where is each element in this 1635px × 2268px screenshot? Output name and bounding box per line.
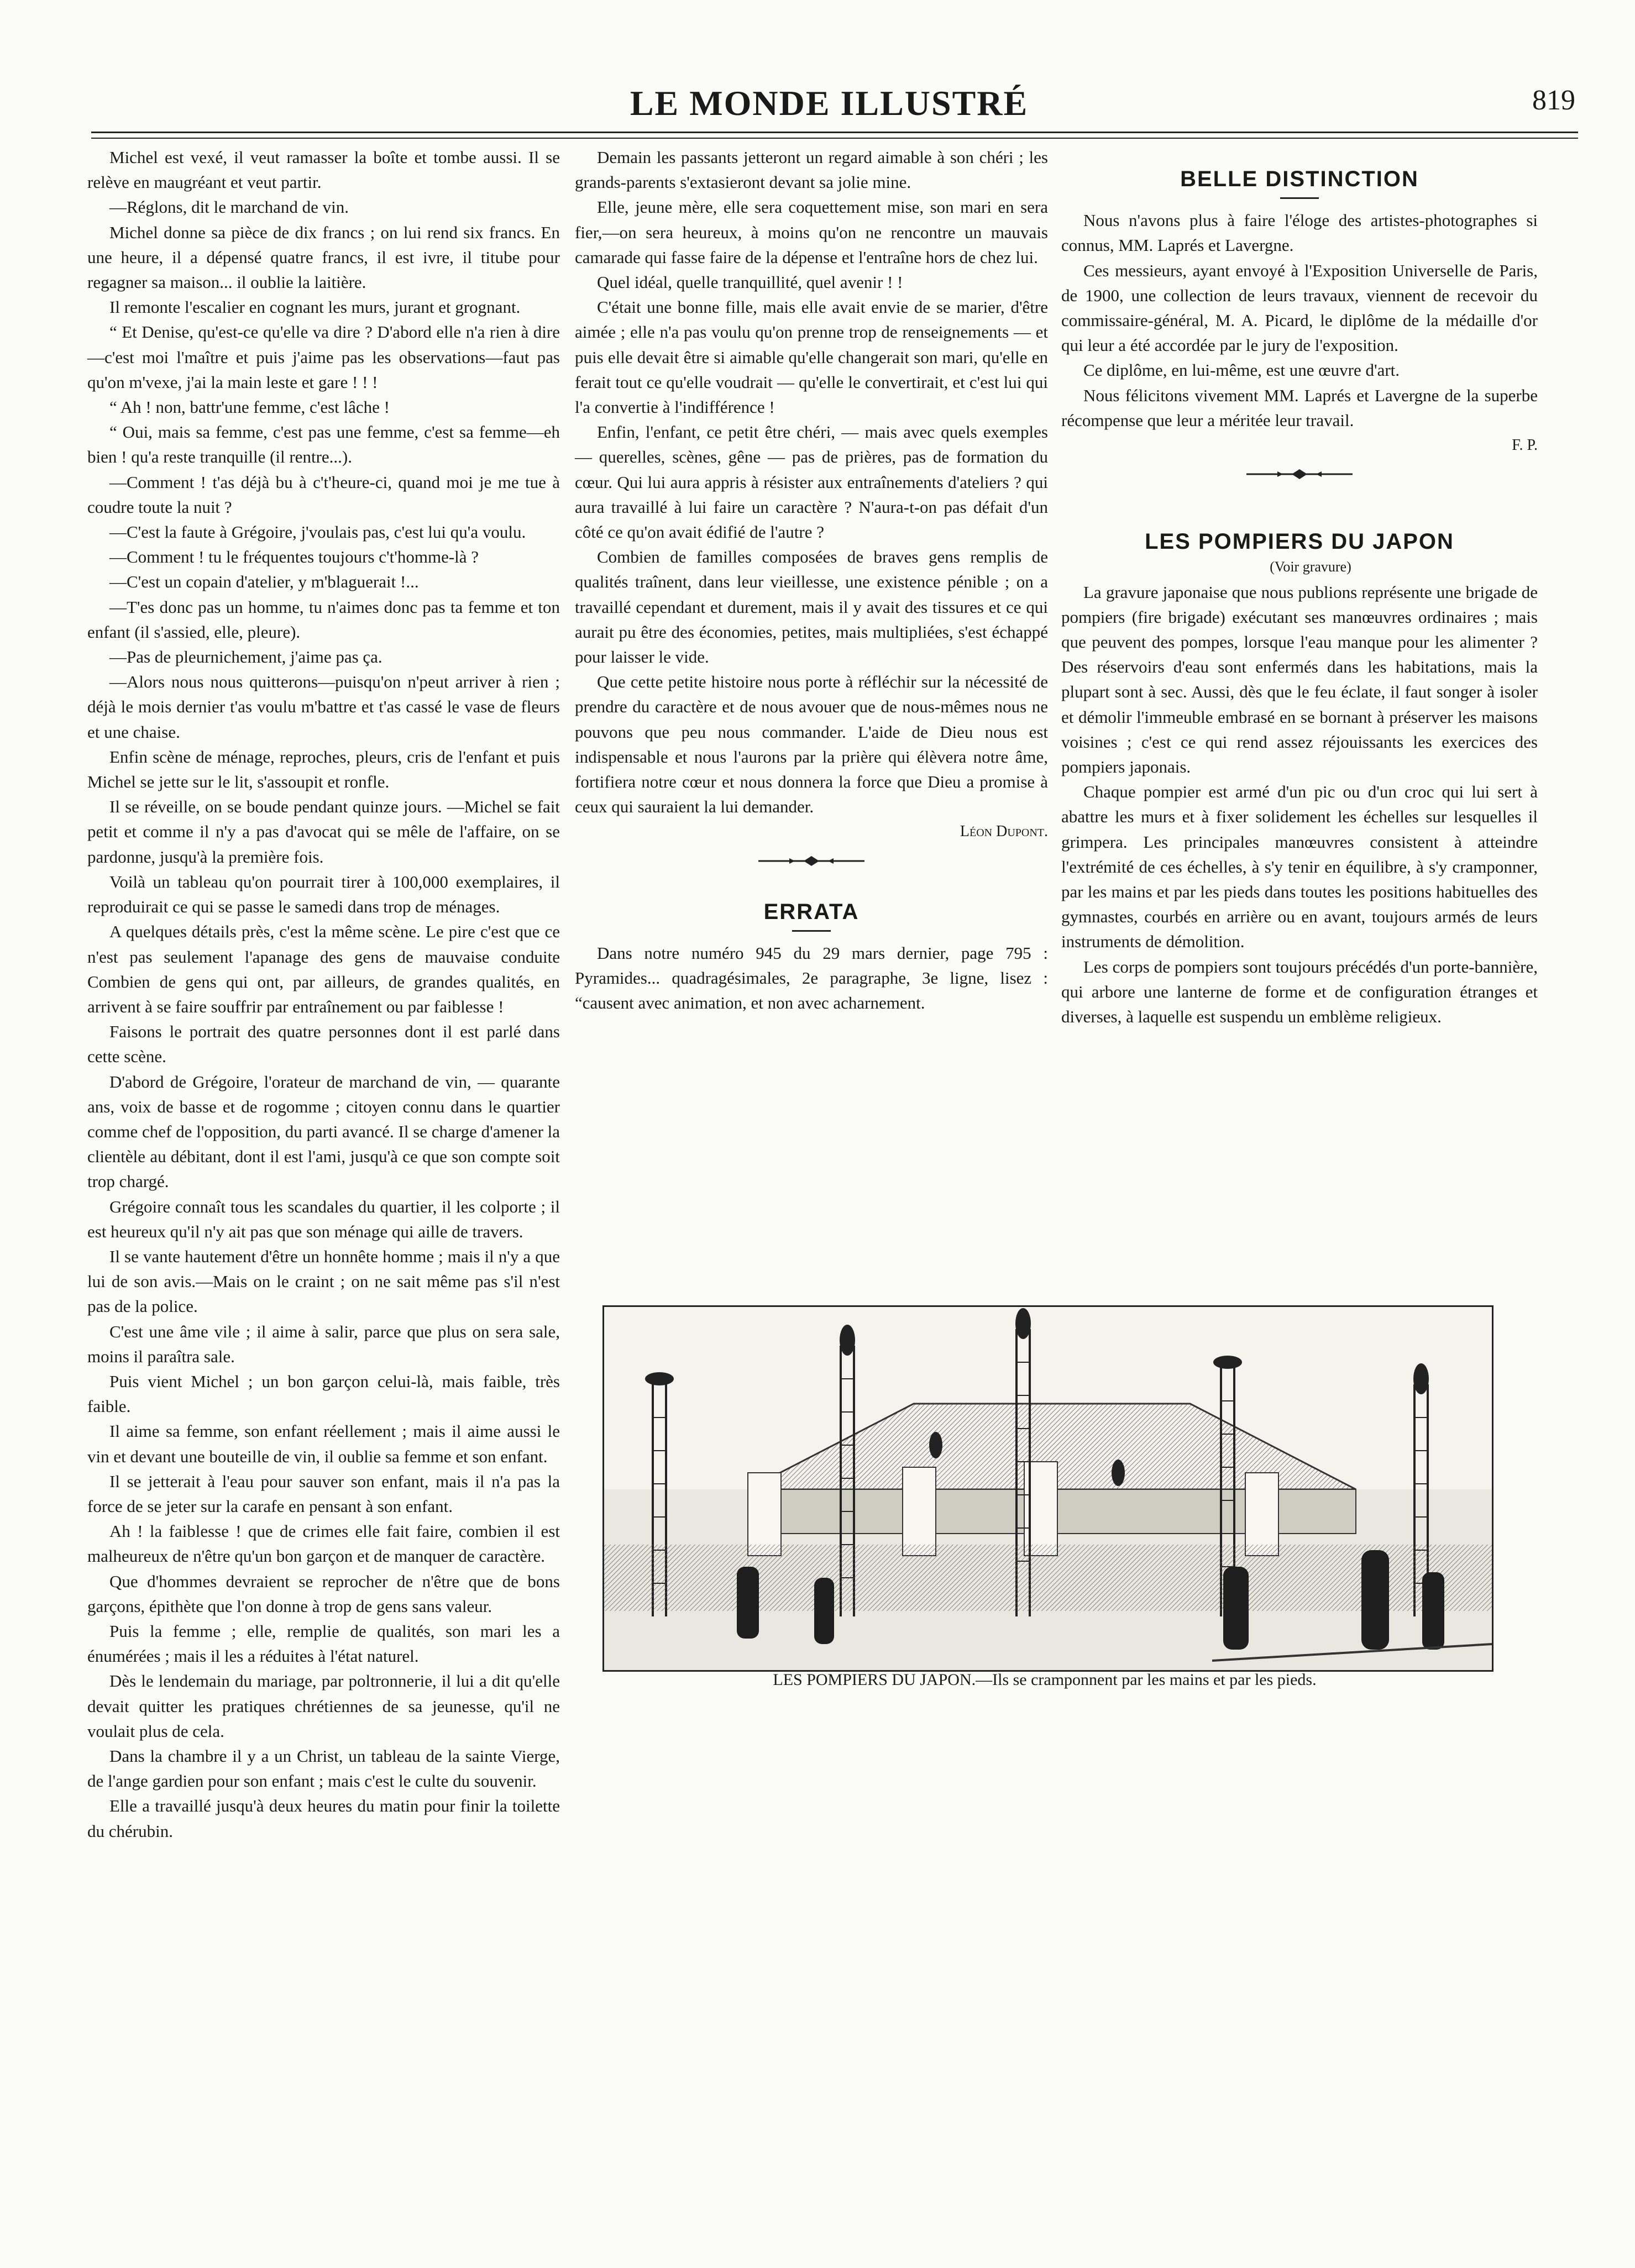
paragraph: —Comment ! tu le fréquentes toujours c't'homme-là ? <box>109 547 479 567</box>
paragraph: Chaque pompier est armé d'un pic ou d'un croc qui lui sert à abattre les murs et à fixer solidement les échelles sur lesquelles il grimpera. Les principales manœuvres consistent à atteindre l'extrémité de ces échelles, à s'y tenir en équilibre, à s'y cramponner, par les mains et par les pieds dans toutes les positions habituelles des gymnastes, courbés en arrière ou en avant, toujours armés de leurs instruments de démolition. <box>1061 782 1538 952</box>
banner <box>903 1467 936 1556</box>
paragraph: Que cette petite histoire nous porte à réfléchir sur la nécessité de prendre du caractère et de nous avouer que de nous-mêmes nous ne pouvons que peu nous commander. L'aide de Dieu nous est indispensable et nous l'aurons par la prière qui élèvera notre âme, fortifiera notre cœur et nous donnera la force que Dieu a promise à ceux qui sauraient la lui demander. <box>575 672 1048 817</box>
paragraph: Enfin, l'enfant, ce petit être chéri, — mais avec quels exemples — querelles, scènes, gêne — pas de prières, pas de formation du cœur. Qui lui aura appris à résister aux entraînements d'ateliers ? qui aura travaillé à lui faire un caractère ? N'aura-t-on pas défait d'un côté ce qu'on avait édifié de l'autre ? <box>575 422 1048 542</box>
paragraph: Michel est vexé, il veut ramasser la boîte et tombe aussi. Il se relève en maugréant et veut partir. <box>87 148 560 192</box>
paragraph: Dès le lendemain du mariage, par poltronnerie, il lui a dit qu'elle devait quitter les pratiques chrétiennes de sa jeunesse, qu'il ne voulait plus de cela. <box>87 1671 560 1741</box>
pompiers-title: LES POMPIERS DU JAPON <box>1145 529 1454 554</box>
errata-title: ERRATA <box>763 899 860 924</box>
paragraph: Ces messieurs, ayant envoyé à l'Exposition Universelle de Paris, de 1900, une collection de leurs travaux, viennent de recevoir du commissaire-général, M. A. Picard, le diplôme de la médaille d'or qui leur a été accordée par le jury de l'exposition. <box>1061 260 1538 355</box>
paragraph: Quel idéal, quelle tranquillité, quel avenir ! ! <box>597 272 903 292</box>
paragraph: Voilà un tableau qu'on pourrait tirer à 100,000 exemplaires, il reproduirait ce qui se passe le samedi dans trop de ménages. <box>87 872 560 917</box>
banner <box>748 1473 781 1556</box>
masthead <box>83 83 1575 127</box>
paragraph: D'abord de Grégoire, l'orateur de marchand de vin, — quarante ans, voix de basse et de rogomme ; citoyen connu dans le quartier comme chef de l'opposition, du parti avancé. Il se charge d'amener la clientèle au débitant, dont il est l'ami, jusqu'à ce que son compte soit trop chargé. <box>87 1072 560 1191</box>
paragraph: Nous n'avons plus à faire l'éloge des artistes-photographes si connus, MM. Laprés et Lavergne. <box>1061 211 1538 255</box>
illustration-caption: LES POMPIERS DU JAPON.—Ils se cramponnent par les mains et par les pieds. <box>773 1671 1317 1689</box>
pompiers-subtitle: (Voir gravure) <box>1270 559 1351 575</box>
column-3 <box>1061 145 1538 1029</box>
article-signature: F. P. <box>1512 437 1538 454</box>
article-signature: Léon Dupont. <box>960 823 1048 841</box>
paragraph: —C'est la faute à Grégoire, j'voulais pas, c'est lui qu'a voulu. <box>109 522 526 542</box>
paragraph: Que d'hommes devraient se reprocher de n'être que de bons garçons, épithète que l'on donne à trop de gens sans valeur. <box>87 1571 560 1616</box>
paragraph: “ Ah ! non, battr'une femme, c'est lâche ! <box>109 397 390 417</box>
paragraph: Il se réveille, on se boude pendant quinze jours. —Michel se fait petit et comme il n'y a pas d'avocat qui se mêle de l'affaire, on se pardonne, jusqu'à la première fois. <box>87 797 560 867</box>
paragraph: Elle, jeune mère, elle sera coquettement mise, son mari en sera fier,—on sera heureux, à moins qu'on ne rencontre un mauvais camarade qui fasse faire de la dépense et l'entraîne hors de chez lui. <box>575 197 1048 267</box>
paragraph: Les corps de pompiers sont toujours précédés d'un porte-bannière, qui arbore une lanterne de forme et de configuration étranges et diverses, à laquelle est suspendu un emblème religieux. <box>1061 957 1538 1027</box>
title-rule <box>792 930 831 932</box>
paragraph: Enfin scène de ménage, reproches, pleurs, cris de l'enfant et puis Michel se jette sur le lit, s'assoupit et ronfle. <box>87 747 560 792</box>
paragraph: Dans la chambre il y a un Christ, un tableau de la sainte Vierge, de l'ange gardien pour son enfant ; mais c'est le culte du souvenir. <box>87 1746 560 1791</box>
paragraph: Grégoire connaît tous les scandales du quartier, il les colporte ; il est heureux qu'il n'y ait pas que son ménage qui aille de travers. <box>87 1196 560 1241</box>
paragraph: Il se vante hautement d'être un honnête homme ; mais il n'y a que lui de son avis.—Mais on le craint ; on ne sait même pas s'il n'est pas de la police. <box>87 1246 560 1316</box>
title-rule <box>1280 197 1319 199</box>
paragraph: Combien de familles composées de braves gens remplis de qualités traînent, dans leur vieillesse, une existence pénible ; on a travaillé cependant et durement, mais il y avait des tissures et ce qui aurait pu être des économies, petites, mais multipliées, s'est échappé pour laisser le vide. <box>575 547 1048 667</box>
column-2 <box>575 145 1048 1016</box>
paragraph: Il aime sa femme, son enfant réellement ; mais il aime aussi le vin et devant une bouteille de vin, il oublie sa femme et son enfant. <box>87 1421 560 1466</box>
paragraph: —Comment ! t'as déjà bu à c't'heure-ci, quand moi je me tue à coudre toute la nuit ? <box>87 472 560 517</box>
paragraph: Il remonte l'escalier en cognant les murs, jurant et grognant. <box>109 297 521 317</box>
paragraph: —Pas de pleurnichement, j'aime pas ça. <box>109 647 382 667</box>
ornament-separator-icon <box>756 854 867 868</box>
paragraph: Puis vient Michel ; un bon garçon celui-là, mais faible, très faible. <box>87 1371 560 1416</box>
paragraph: Puis la femme ; elle, remplie de qualités, son mari les a énumérées ; mais il les a réduites à l'état naturel. <box>87 1621 560 1666</box>
page-number: 819 <box>1532 85 1575 116</box>
paragraph: Elle a travaillé jusqu'à deux heures du matin pour finir la toilette du chérubin. <box>87 1796 560 1841</box>
paragraph: C'était une bonne fille, mais elle avait envie de se marier, d'être aimée ; elle n'a pas voulu qu'on prenne trop de renseignements — et puis elle devait être si aimable qu'elle changerait son mari, qu'elle en ferait tout ce qu'elle voudrait — qu'elle le convertirait, et c'est lui qui l'a convertie à l'indifférence ! <box>575 297 1048 417</box>
paragraph: —Réglons, dit le marchand de vin. <box>109 197 349 217</box>
paragraph: Faisons le portrait des quatre personnes dont il est parlé dans cette scène. <box>87 1022 560 1067</box>
paragraph: —C'est un copain d'atelier, y m'blaguerait !... <box>109 572 419 592</box>
paragraph: “ Oui, mais sa femme, c'est pas une femme, c'est sa femme—eh bien ! qu'a reste tranquille (il rentre...). <box>87 422 560 467</box>
column-1 <box>87 145 560 1844</box>
fire-brigade-engraving <box>602 1305 1493 1672</box>
paragraph: Nous félicitons vivement MM. Laprés et Lavergne de la superbe récompense que leur a méritée leur travail. <box>1061 385 1538 430</box>
paragraph: La gravure japonaise que nous publions représente une brigade de pompiers (fire brigade) exécutant ses manœuvres ordinaires ; mais que peuvent des pompes, lorsque l'eau manque pour les alimenter ? Des réservoirs d'eau sont enfermés dans les habitations, mais la plupart sont à sec. Aussi, dès que le feu éclate, il faut songer à isoler et démolir l'immeuble embrasé en se bornant à préserver les maisons voisines ; c'est ce qui rend assez réjouissants les exercices des pompiers japonais. <box>1061 582 1538 777</box>
paragraph: Il se jetterait à l'eau pour sauver son enfant, mais il n'a pas la force de se jeter sur la carafe en pensant à son enfant. <box>87 1471 560 1516</box>
paragraph: Demain les passants jetteront un regard aimable à son chéri ; les grands-parents s'extasieront devant sa jolie mine. <box>575 148 1048 192</box>
newspaper-title: LE MONDE ILLUSTRÉ <box>630 83 1029 123</box>
errata-text: Dans notre numéro 945 du 29 mars dernier, page 795 : Pyramides... quadragésimales, 2e paragraphe, 3e ligne, lisez : “causent avec animation, et non avec acharnement. <box>575 943 1048 1013</box>
paragraph: Ce diplôme, en lui-même, est une œuvre d'art. <box>1083 360 1400 380</box>
ornament-separator-icon <box>1244 468 1355 481</box>
paragraph: C'est une âme vile ; il aime à salir, parce que plus on sera sale, moins il paraîtra sale. <box>87 1321 560 1366</box>
banner <box>1245 1473 1278 1556</box>
paragraph: Michel donne sa pièce de dix francs ; on lui rend six francs. En une heure, il a dépensé quatre francs, il est ivre, il titube pour regagner sa maison... il oublie la laitière. <box>87 222 560 292</box>
paragraph: A quelques détails près, c'est la même scène. Le pire c'est que ce n'est pas seulement l'apanage des gens de mauvaise conduite Combien de gens qui ont, par ailleurs, de grandes qualités, en arrivent à se faire souffrir par entraînement ou par faiblesse ! <box>87 922 560 1016</box>
header-rule <box>91 132 1578 139</box>
paragraph: —T'es donc pas un homme, tu n'aimes donc pas ta femme et ton enfant (il s'assied, elle, pleure). <box>87 597 560 642</box>
paragraph: “ Et Denise, qu'est-ce qu'elle va dire ? D'abord elle n'a rien à dire—c'est moi l'maître et puis j'aime pas les observations—faut pas qu'on m'vexe, j'ai la main leste et gare ! ! ! <box>87 322 560 392</box>
paragraph: —Alors nous nous quitterons—puisqu'on n'peut arriver à rien ; déjà le mois dernier t'as voulu m'battre et t'as cassé le vase de fleurs et une chaise. <box>87 672 560 742</box>
paragraph: Ah ! la faiblesse ! que de crimes elle fait faire, combien il est malheureux de n'être qu'un bon garçon et de manquer de caractère. <box>87 1521 560 1566</box>
belle-distinction-title: BELLE DISTINCTION <box>1180 167 1419 191</box>
